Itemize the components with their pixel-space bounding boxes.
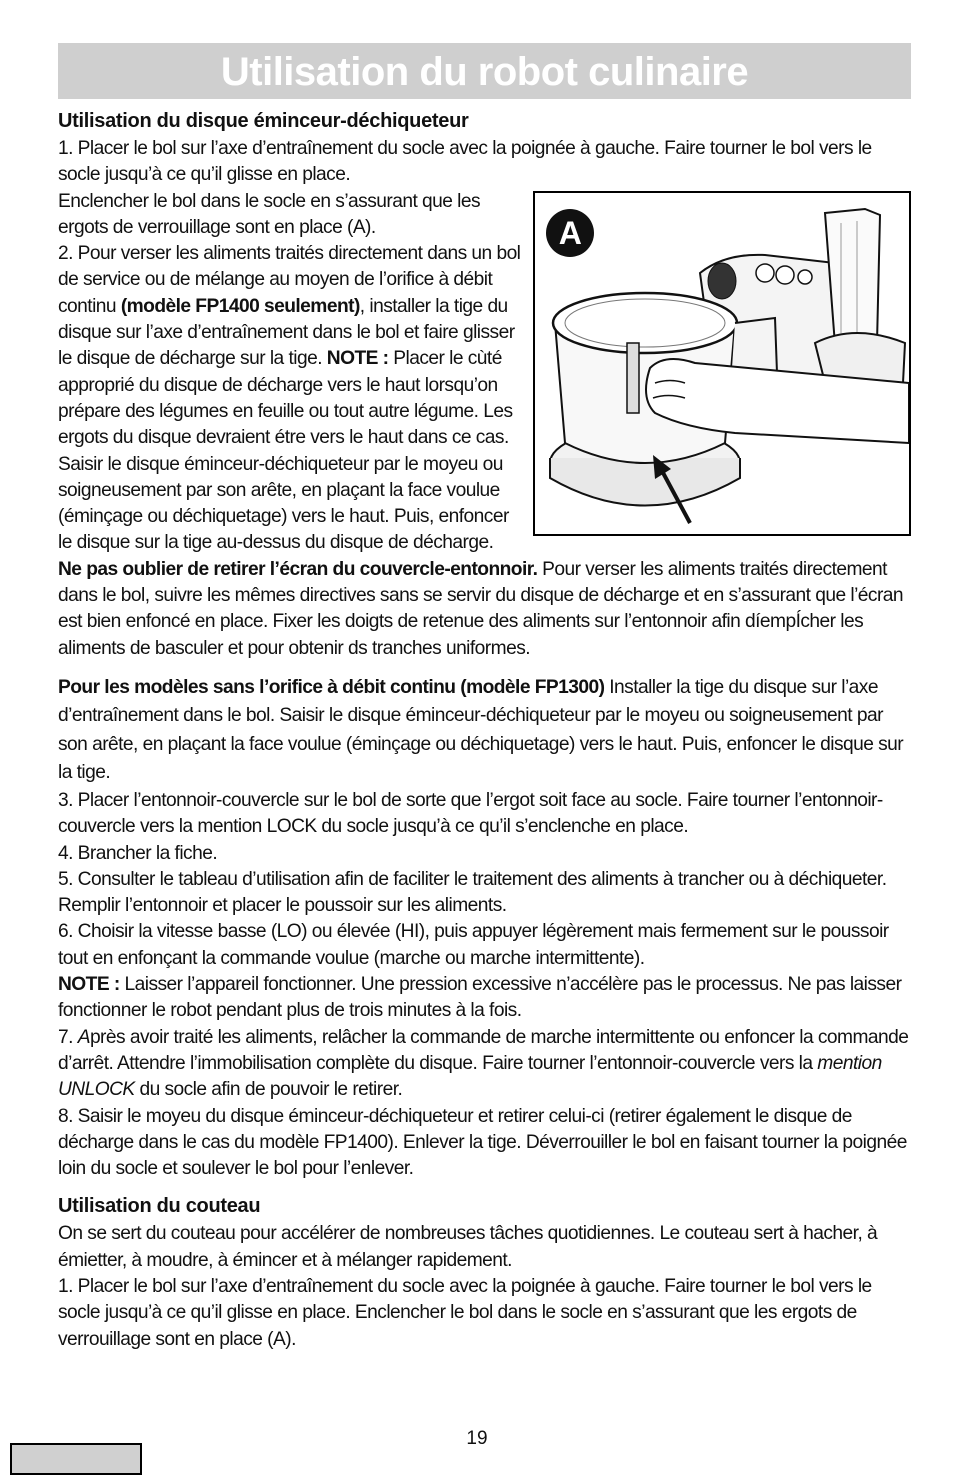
page-number: 19 (466, 1428, 488, 1449)
fp1300-heading: Pour les modèles sans l’orifice à débit continu (modèle FP1300) (58, 676, 605, 698)
paragraph-step-6: 6. Choisir la vitesse basse (LO) ou élevée (HI), puis appuyer légèrement mais fermement sur le poussoir tout en enfonçant la commande voulue (marche ou marche intermittente). (58, 921, 889, 969)
step-2-note-label: NOTE : (326, 348, 389, 370)
paragraph-note (58, 972, 911, 1025)
corner-box (10, 1443, 142, 1475)
step-7-number: 7. (58, 1026, 78, 1048)
step-2-text-c: , installer la tige du disque sur l’axe d’entraînement dans le bol et faire glisser le disque de décharge sur la tige. (58, 295, 515, 370)
paragraph-step-5: 5. Consulter le tableau d’utilisation afin de faciliter le traitement des aliments à trancher ou à déchiqueter. Remplir l’entonnoir et placer le poussoir sur les aliments. (58, 868, 887, 917)
paragraph-knife-intro: On se sert du couteau pour accélérer de nombreuses tâches quotidiennes. Le couteau sert à hacher, à émietter, à moudre, à émincer et à mélanger rapidement. (58, 1223, 878, 1271)
paragraph-step-8: 8. Saisir le moyeu du disque éminceur-déchiqueteur et retirer celui-ci (retirer également le disque de décharge dans le cas du modèle FP1400). Enlever la tige. Déverrouiller le bol en faisant tourner la poignée loin du socle et soulever le bol pour l’enlever. (58, 1105, 907, 1180)
page-content (58, 106, 911, 1353)
page-title: Utilisation du robot culinaire (220, 50, 749, 94)
section-heading-slicing-disc: Utilisation du disque éminceur-déchiqueteur (58, 110, 469, 132)
step-7-initial: A (77, 1026, 90, 1048)
paragraph-knife-step-1: 1. Placer le bol sur l’axe d’entraînement du socle avec la poignée à gauche. Faire tourner le bol vers le socle jusqu’à ce qu’il glisse en place. Enclencher le bol dans le socle en s’assurant que les ergots de verrouillage sont en place (A). (58, 1275, 872, 1350)
step-7-text-c: près avoir traité les aliments, relâcher la commande de marche intermittente ou enfoncer la commande d’arrêt. Attendre l’immobilisation complète du disque. Faire tourner l’entonnoir-couvercle vers la (58, 1026, 909, 1074)
step-2-model-note: (modèle FP1400 seulement) (120, 295, 360, 317)
paragraph-step-4: 4. Brancher la fiche. (58, 842, 218, 864)
food-processor-illustration (535, 193, 909, 534)
step-2-warning: Ne pas oublier de retirer l’écran du couvercle-entonnoir. (58, 558, 538, 580)
paragraph-step-3: 3. Placer l’entonnoir-couvercle sur le bol de sorte que l’ergot soit face au socle. Faire tourner l’entonnoir-couvercle vers la mention LOCK du socle jusqu’à ce qu’il s’enclenche en place. (58, 789, 883, 838)
paragraph-step-1: 1. Placer le bol sur l’axe d’entraînement du socle avec la poignée à gauche. Faire tourner le bol vers le socle jusqu’à ce qu’il glisse en place. (58, 138, 872, 186)
figure-label: A (558, 214, 582, 251)
paragraph-step-7 (58, 1025, 911, 1104)
title-banner (58, 43, 911, 99)
step-7-unlock: mention UNLOCK (58, 1052, 882, 1101)
paragraph-fp1300 (58, 674, 911, 788)
note-label: NOTE : (58, 974, 120, 996)
fp1300-text: Installer la tige du disque sur l’axe d’entraînement dans le bol. Saisir le disque éminceur-déchiqueteur par le moyeu ou soigneusement par son arête, en plaçant la face voulue (éminçage ou déchiquetage) vers le haut. Puis, enfoncer le disque sur la tige. (58, 676, 904, 784)
note-text: Laisser l’appareil fonctionner. Une pression excessive n’accélère pas le processus. Ne pas laisser fonctionner le robot pendant plus de trois minutes à la fois. (58, 974, 902, 1022)
illustration-a (533, 191, 911, 536)
step-2-text-e: Placer le cùté approprié du disque de décharge vers le haut lorsqu’on prépare des légumes en feuille ou tout autre légume. Les ergots du disque devraient étre vers le haut dans ce cas. Saisir le disque éminceur-déchiqueteur par le moyeu ou soigneusement par son arête, en plaçant la face voulue (éminçage ou déchiquetage) vers le haut. Puis, enfoncer le disque sur la tige au-dessus du disque de décharge. (58, 348, 513, 554)
section-heading-knife: Utilisation du couteau (58, 1195, 261, 1218)
paragraph-lock-bowl: Enclencher le bol dans le socle en s’assurant que les ergots de verrouillage sont en place (A). (58, 190, 481, 238)
step-7-text-e: du socle afin de pouvoir le retirer. (134, 1079, 403, 1101)
step-2-text-a: 2. Pour verser les aliments traités directement dans un bol de service ou de mélange au moyen de l’orifice à débit continu (58, 243, 521, 317)
spacer (58, 662, 911, 674)
step-2-text-g: Pour verser les aliments traités directement dans le bol, suivre les mêmes directives sans se servir du disque de décharge et en s’assurant que l’écran est bien enfoncé en place. Fixer les doigts de retenue des aliments sur l’entonnoir afin díempÍcher les aliments de basculer et pour obtenir ds tranches uniformes. (58, 558, 904, 659)
